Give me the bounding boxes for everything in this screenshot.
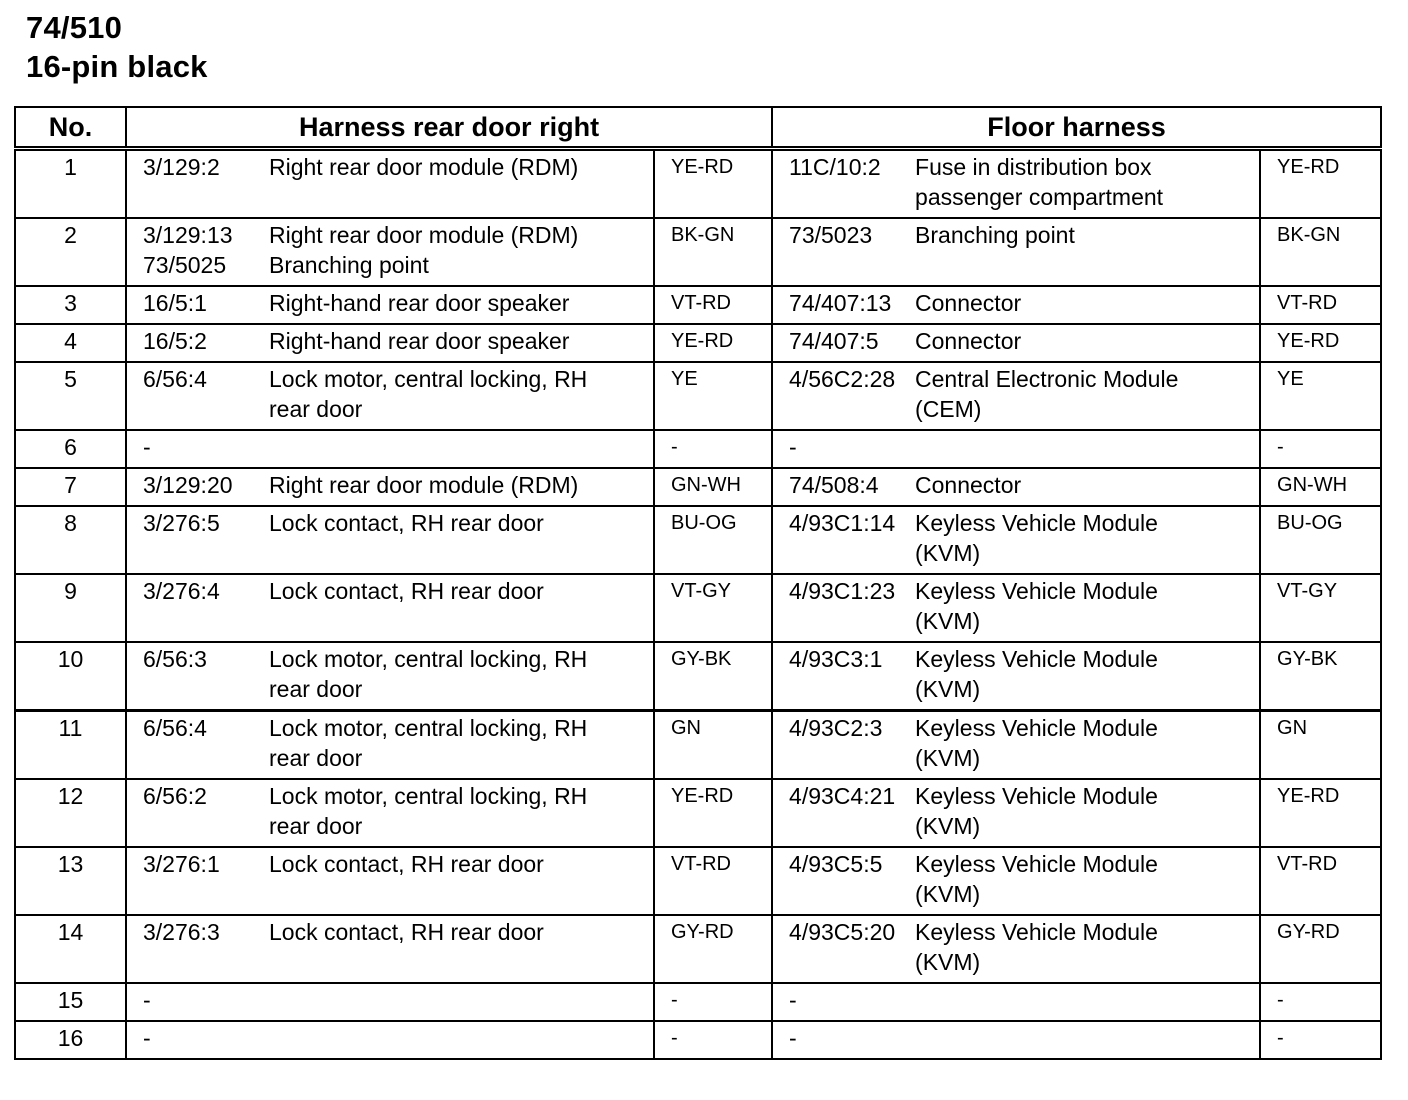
- table-row: [15, 149, 1381, 219]
- pinout-table: [14, 106, 1382, 1060]
- floor-wire-color: YE-RD: [1260, 149, 1381, 219]
- rear-door-wire-color: -: [654, 1021, 772, 1059]
- rear-door-reference-line: 16/5:2: [143, 328, 207, 354]
- pin-number: 14: [15, 915, 126, 983]
- table-header-row: [15, 107, 1381, 149]
- pin-number: 8: [15, 506, 126, 574]
- floor-wire-color: -: [1260, 983, 1381, 1021]
- floor-reference-line: 11C/10:2: [789, 154, 881, 180]
- floor-description: [913, 779, 1260, 847]
- floor-reference: [772, 574, 913, 642]
- floor-reference-line: 4/93C4:21: [789, 783, 896, 809]
- rear-door-wire-color: -: [654, 430, 772, 468]
- connector-description: 16-pin black: [26, 49, 208, 84]
- floor-reference-line: 4/93C3:1: [789, 646, 883, 672]
- floor-description-line: Keyless Vehicle Module: [915, 646, 1158, 672]
- rear-door-description: [267, 362, 654, 430]
- floor-reference-line: -: [789, 1025, 797, 1051]
- rear-door-reference-line: 3/276:4: [143, 578, 220, 604]
- rear-door-description-line: Right-hand rear door speaker: [269, 290, 570, 316]
- floor-wire-color: -: [1260, 430, 1381, 468]
- rear-door-wire-color: GN: [654, 711, 772, 780]
- rear-door-description: [267, 711, 654, 780]
- rear-door-wire-color: BU-OG: [654, 506, 772, 574]
- rear-door-reference-line: 3/276:5: [143, 510, 220, 536]
- floor-description: [913, 847, 1260, 915]
- column-header-no: No.: [15, 107, 126, 149]
- table-row: [15, 711, 1381, 780]
- floor-reference: [772, 324, 913, 362]
- pin-number: 2: [15, 218, 126, 286]
- rear-door-description: [267, 642, 654, 711]
- floor-description-line: (KVM): [915, 881, 981, 907]
- rear-door-reference-line: 6/56:3: [143, 646, 207, 672]
- floor-wire-color: GY-RD: [1260, 915, 1381, 983]
- rear-door-reference: [126, 324, 267, 362]
- table-row: [15, 324, 1381, 362]
- pin-number: 12: [15, 779, 126, 847]
- floor-description-line: (KVM): [915, 608, 981, 634]
- pin-number: 13: [15, 847, 126, 915]
- table-row: [15, 286, 1381, 324]
- floor-description: [913, 915, 1260, 983]
- floor-reference-line: 4/93C2:3: [789, 715, 883, 741]
- floor-reference-line: 74/407:5: [789, 328, 879, 354]
- table-row: [15, 362, 1381, 430]
- floor-wire-color: YE-RD: [1260, 779, 1381, 847]
- rear-door-reference: [126, 779, 267, 847]
- floor-wire-color: BU-OG: [1260, 506, 1381, 574]
- table-row: [15, 430, 1381, 468]
- table-row: [15, 983, 1381, 1021]
- rear-door-description-line: Lock motor, central locking, RH: [269, 646, 588, 672]
- floor-reference-line: -: [789, 434, 797, 460]
- floor-reference: [772, 847, 913, 915]
- rear-door-description: [267, 218, 654, 286]
- floor-description: [913, 711, 1260, 780]
- rear-door-reference-line: 3/276:1: [143, 851, 220, 877]
- floor-description: [913, 286, 1260, 324]
- floor-description: [913, 468, 1260, 506]
- rear-door-reference-line: 3/129:20: [143, 472, 233, 498]
- rear-door-reference: [126, 149, 267, 219]
- table-row: [15, 218, 1381, 286]
- rear-door-description-line: Right rear door module (RDM): [269, 222, 579, 248]
- floor-description-line: Keyless Vehicle Module: [915, 510, 1158, 536]
- floor-reference-line: 4/93C1:14: [789, 510, 896, 536]
- rear-door-reference: [126, 362, 267, 430]
- rear-door-description-line: rear door: [269, 813, 363, 839]
- floor-description-line: (KVM): [915, 540, 981, 566]
- floor-wire-color: YE: [1260, 362, 1381, 430]
- pin-number: 10: [15, 642, 126, 711]
- rear-door-wire-color: BK-GN: [654, 218, 772, 286]
- rear-door-description: [267, 915, 654, 983]
- floor-wire-color: -: [1260, 1021, 1381, 1059]
- rear-door-reference-line: 6/56:2: [143, 783, 207, 809]
- rear-door-description: [267, 468, 654, 506]
- pin-number: 6: [15, 430, 126, 468]
- rear-door-reference-line: -: [143, 987, 151, 1013]
- rear-door-reference-line: 16/5:1: [143, 290, 207, 316]
- floor-description-line: Connector: [915, 290, 1022, 316]
- rear-door-description-line: rear door: [269, 676, 363, 702]
- floor-description-line: (KVM): [915, 676, 981, 702]
- rear-door-reference: [126, 468, 267, 506]
- rear-door-wire-color: VT-GY: [654, 574, 772, 642]
- floor-description: [913, 983, 1260, 1021]
- rear-door-wire-color: GY-RD: [654, 915, 772, 983]
- pin-number: 16: [15, 1021, 126, 1059]
- pin-number: 5: [15, 362, 126, 430]
- floor-reference: [772, 711, 913, 780]
- floor-reference: [772, 1021, 913, 1059]
- rear-door-reference: [126, 1021, 267, 1059]
- rear-door-description-line: rear door: [269, 396, 363, 422]
- rear-door-wire-color: GY-BK: [654, 642, 772, 711]
- pin-number: 1: [15, 149, 126, 219]
- floor-reference-line: 73/5023: [789, 222, 873, 248]
- floor-description-line: Fuse in distribution box: [915, 154, 1152, 180]
- rear-door-reference: [126, 506, 267, 574]
- table-row: [15, 506, 1381, 574]
- floor-description: [913, 430, 1260, 468]
- rear-door-reference: [126, 430, 267, 468]
- floor-reference-line: 74/508:4: [789, 472, 879, 498]
- table-row: [15, 574, 1381, 642]
- floor-description-line: Keyless Vehicle Module: [915, 783, 1158, 809]
- table-row: [15, 847, 1381, 915]
- rear-door-description-line: Lock contact, RH rear door: [269, 578, 544, 604]
- column-header-floor-harness: Floor harness: [772, 107, 1381, 149]
- floor-reference-line: 4/93C5:5: [789, 851, 883, 877]
- floor-description: [913, 574, 1260, 642]
- rear-door-description: [267, 779, 654, 847]
- table-row: [15, 468, 1381, 506]
- rear-door-reference-line: 3/276:3: [143, 919, 220, 945]
- rear-door-wire-color: YE: [654, 362, 772, 430]
- rear-door-description-line: Right rear door module (RDM): [269, 154, 579, 180]
- floor-description-line: Keyless Vehicle Module: [915, 851, 1158, 877]
- pin-number: 11: [15, 711, 126, 780]
- rear-door-description-line: Lock motor, central locking, RH: [269, 715, 588, 741]
- floor-description: [913, 324, 1260, 362]
- floor-wire-color: GY-BK: [1260, 642, 1381, 711]
- floor-reference: [772, 286, 913, 324]
- rear-door-reference: [126, 218, 267, 286]
- floor-wire-color: BK-GN: [1260, 218, 1381, 286]
- floor-wire-color: VT-RD: [1260, 847, 1381, 915]
- floor-description: [913, 1021, 1260, 1059]
- rear-door-wire-color: -: [654, 983, 772, 1021]
- rear-door-wire-color: YE-RD: [654, 324, 772, 362]
- rear-door-description-line: Branching point: [269, 252, 429, 278]
- rear-door-reference-line: -: [143, 1025, 151, 1051]
- rear-door-description-line: Lock motor, central locking, RH: [269, 366, 588, 392]
- floor-description: [913, 642, 1260, 711]
- rear-door-description: [267, 983, 654, 1021]
- floor-description-line: Connector: [915, 472, 1022, 498]
- floor-reference-line: 4/56C2:28: [789, 366, 896, 392]
- rear-door-reference-line: 73/5025: [143, 252, 227, 278]
- floor-description-line: (KVM): [915, 949, 981, 975]
- floor-description-line: passenger compartment: [915, 184, 1164, 210]
- floor-reference-line: 4/93C5:20: [789, 919, 896, 945]
- pin-number: 7: [15, 468, 126, 506]
- floor-description-line: Keyless Vehicle Module: [915, 715, 1158, 741]
- floor-description: [913, 218, 1260, 286]
- floor-description: [913, 362, 1260, 430]
- rear-door-description: [267, 506, 654, 574]
- rear-door-reference: [126, 711, 267, 780]
- rear-door-reference: [126, 286, 267, 324]
- floor-description-line: Keyless Vehicle Module: [915, 919, 1158, 945]
- table-row: [15, 915, 1381, 983]
- floor-reference: [772, 149, 913, 219]
- floor-wire-color: GN: [1260, 711, 1381, 780]
- connector-id: 74/510: [26, 10, 123, 45]
- table-row: [15, 1021, 1381, 1059]
- rear-door-description-line: Right-hand rear door speaker: [269, 328, 570, 354]
- rear-door-wire-color: YE-RD: [654, 149, 772, 219]
- floor-wire-color: GN-WH: [1260, 468, 1381, 506]
- floor-description-line: Keyless Vehicle Module: [915, 578, 1158, 604]
- rear-door-description-line: Lock contact, RH rear door: [269, 510, 544, 536]
- rear-door-description: [267, 847, 654, 915]
- rear-door-reference: [126, 983, 267, 1021]
- rear-door-wire-color: GN-WH: [654, 468, 772, 506]
- rear-door-reference-line: 6/56:4: [143, 366, 207, 392]
- table-body: [15, 149, 1381, 1060]
- floor-reference: [772, 983, 913, 1021]
- floor-reference: [772, 362, 913, 430]
- floor-description-line: (KVM): [915, 813, 981, 839]
- rear-door-description: [267, 149, 654, 219]
- floor-wire-color: VT-GY: [1260, 574, 1381, 642]
- floor-reference: [772, 779, 913, 847]
- rear-door-description-line: Lock motor, central locking, RH: [269, 783, 588, 809]
- floor-reference: [772, 218, 913, 286]
- floor-reference: [772, 506, 913, 574]
- floor-description-line: Branching point: [915, 222, 1075, 248]
- rear-door-description: [267, 286, 654, 324]
- rear-door-reference-line: -: [143, 434, 151, 460]
- rear-door-description: [267, 1021, 654, 1059]
- floor-reference: [772, 430, 913, 468]
- rear-door-wire-color: YE-RD: [654, 779, 772, 847]
- floor-description: [913, 149, 1260, 219]
- table-row: [15, 779, 1381, 847]
- floor-wire-color: YE-RD: [1260, 324, 1381, 362]
- column-header-left-harness: Harness rear door right: [126, 107, 772, 149]
- floor-description-line: (KVM): [915, 745, 981, 771]
- rear-door-wire-color: VT-RD: [654, 847, 772, 915]
- table-row: [15, 642, 1381, 711]
- rear-door-reference: [126, 847, 267, 915]
- rear-door-description: [267, 324, 654, 362]
- floor-reference: [772, 915, 913, 983]
- floor-reference-line: 74/407:13: [789, 290, 892, 316]
- rear-door-reference: [126, 574, 267, 642]
- rear-door-description-line: rear door: [269, 745, 363, 771]
- pin-number: 15: [15, 983, 126, 1021]
- rear-door-description-line: Right rear door module (RDM): [269, 472, 579, 498]
- floor-description: [913, 506, 1260, 574]
- floor-reference-line: 4/93C1:23: [789, 578, 896, 604]
- floor-wire-color: VT-RD: [1260, 286, 1381, 324]
- floor-description-line: (CEM): [915, 396, 982, 422]
- pin-number: 9: [15, 574, 126, 642]
- rear-door-reference-line: 3/129:2: [143, 154, 220, 180]
- rear-door-description-line: Lock contact, RH rear door: [269, 851, 544, 877]
- pin-number: 4: [15, 324, 126, 362]
- rear-door-description-line: Lock contact, RH rear door: [269, 919, 544, 945]
- floor-description-line: Central Electronic Module: [915, 366, 1179, 392]
- rear-door-description: [267, 430, 654, 468]
- rear-door-reference-line: 6/56:4: [143, 715, 207, 741]
- rear-door-description: [267, 574, 654, 642]
- floor-description-line: Connector: [915, 328, 1022, 354]
- floor-reference-line: -: [789, 987, 797, 1013]
- floor-reference: [772, 642, 913, 711]
- connector-header: [26, 8, 208, 86]
- rear-door-reference: [126, 642, 267, 711]
- rear-door-reference-line: 3/129:13: [143, 222, 233, 248]
- floor-reference: [772, 468, 913, 506]
- pin-number: 3: [15, 286, 126, 324]
- rear-door-wire-color: VT-RD: [654, 286, 772, 324]
- rear-door-reference: [126, 915, 267, 983]
